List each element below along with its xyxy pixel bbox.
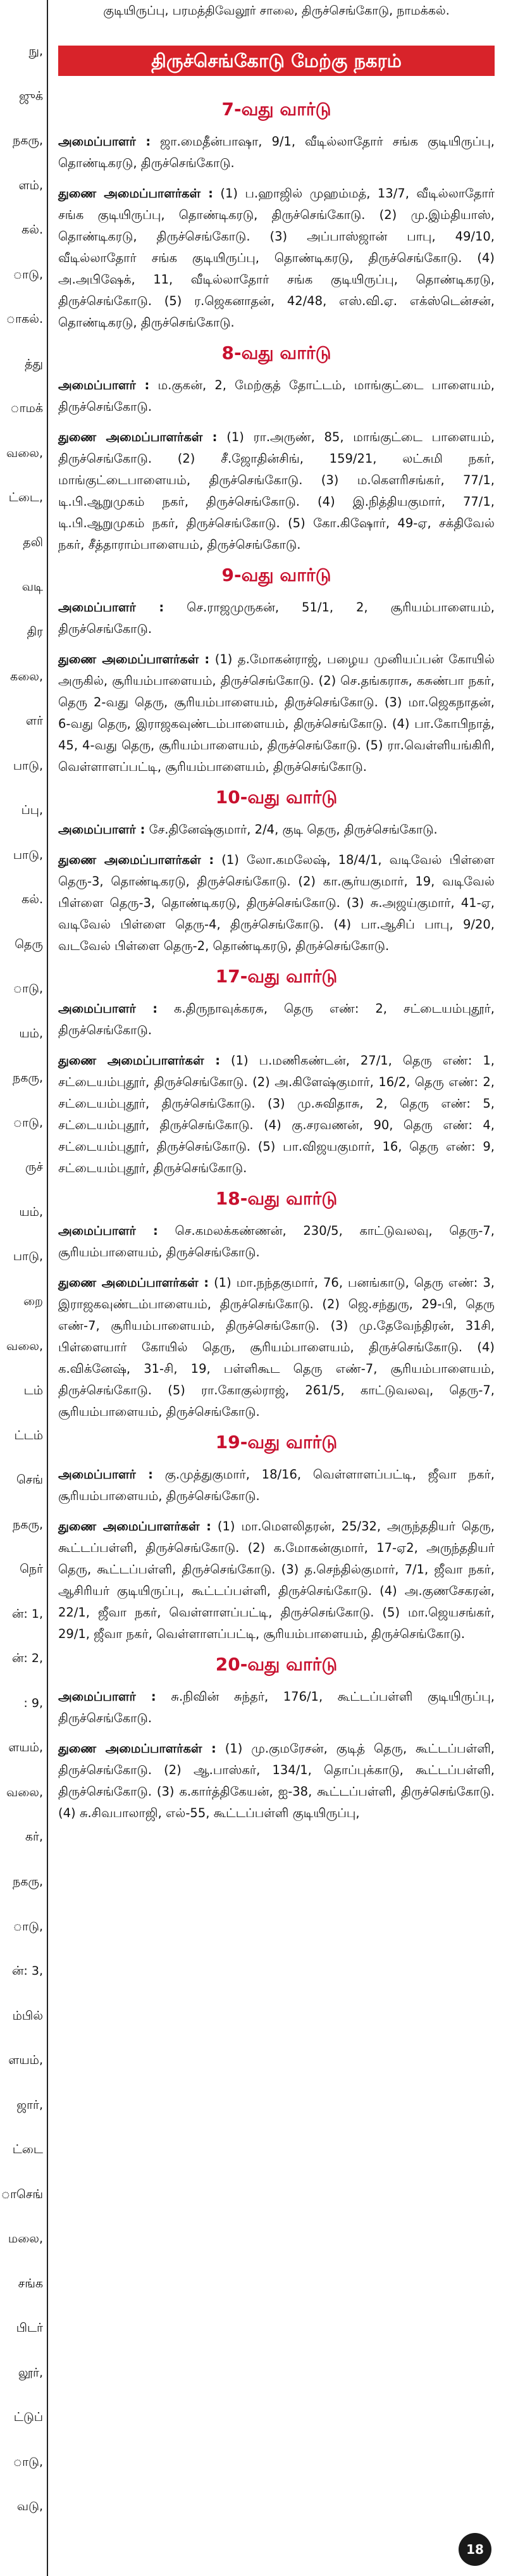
left-column-fragments xyxy=(0,0,48,2576)
left-column-fragment: ாடு, xyxy=(13,1920,43,1934)
left-column-fragment: நகரு, xyxy=(13,134,43,147)
deputies-entry xyxy=(58,1272,495,1423)
deputies-label: துணை அமைப்பாளர்கள் : xyxy=(58,1741,216,1756)
left-column-fragment: செங் xyxy=(16,1473,43,1487)
organizer-details: சு.நிவின் சுந்தர், 176/1, கூட்டப்பள்ளி குடியிருப்பு, திருச்செங்கோடு. xyxy=(58,1689,495,1725)
left-column-fragment: சங்க xyxy=(18,2277,43,2291)
organizer-label: அமைப்பாளர் : xyxy=(58,378,150,392)
deputies-entry xyxy=(58,1738,495,1824)
left-column-fragment: பாடு, xyxy=(13,1249,43,1263)
organizer-details: சே.தினேஷ்குமார், 2/4, குடி தெரு, திருச்செங்கோடு. xyxy=(149,822,438,837)
ward-title: 19-வது வார்டு xyxy=(215,1432,338,1453)
left-column-fragment: பாடு, xyxy=(13,848,43,862)
left-column-fragment: ாடு, xyxy=(13,268,43,282)
top-continuation-line: குடியிருப்பு, பரமத்திவேலூர் சாலை, திருச்செங்கோடு, நாமக்கல். xyxy=(103,4,450,18)
left-column-fragment: வலை, xyxy=(6,1339,43,1353)
deputies-label: துணை அமைப்பாளர்கள் : xyxy=(58,1275,209,1290)
organizer-entry xyxy=(58,998,495,1041)
deputies-details: (1) த.மோகன்ராஜ், பழைய முனியப்பன் கோயில் அருகில், சூரியம்பாளையம், திருச்செங்கோடு. (2) செ.தங்கராசு, கசுண்பா நகர், தெரு 2-வது தெரு, சூரியம்பாளையம், திருச்செங்கோடு. (3) மா.ஜெகநாதன், 6-வது தெரு, இராஜகவுண்டம்பாளையம், திருச்செங்கோடு. (4) பா.கோபிநாத், 45, 4-வது தெரு, சூரியம்பாளையம், திருச்செங்கோடு. (5) ரா.வெள்ளியங்கிரி, வெள்ளாளப்பட்டி, சூரியம்பாளையம், திருச்செங்கோடு. xyxy=(58,652,495,774)
left-column-fragment: யம், xyxy=(19,1205,43,1219)
left-column-fragment: ப்பு, xyxy=(21,803,43,817)
deputies-details: (1) மா.மௌலிதரன், 25/32, அருந்ததியர் தெரு, கூட்டப்பள்ளி, திருச்செங்கோடு. (2) க.மோகன்குமார், 17-ஏ2, அருந்ததியர் தெரு, கூட்டப்பள்ளி, திருச்செங்கோடு. (3) த.செந்தில்குமார், 7/1, ஜீவா நகர், ஆசிரியர் குடியிருப்பு, கூட்டப்பள்ளி, திருச்செங்கோடு. (4) அ.குணசேகரன், 22/1, ஜீவா நகர், வெள்ளாளப்பட்டி, திருச்செங்கோடு. (5) மா.ஜெயசங்கர், 29/1, ஜீவா நகர், வெள்ளாளப்பட்டி, சூரியம்பாளையம், திருச்செங்கோடு. xyxy=(58,1519,495,1641)
organizer-label: அமைப்பாளர் : xyxy=(58,1001,158,1016)
ward-title: 10-வது வார்டு xyxy=(215,787,338,808)
left-column-fragment: ளயம், xyxy=(8,1741,43,1754)
left-column-fragment: வலை, xyxy=(6,1785,43,1799)
left-column-fragment: லூர், xyxy=(18,2366,43,2380)
ward-list xyxy=(58,99,495,1824)
left-column-fragment: : 9, xyxy=(23,1696,43,1710)
deputies-label: துணை அமைப்பாளர்கள் : xyxy=(58,430,218,444)
left-column-fragment: ன்: 1, xyxy=(12,1607,43,1621)
left-column-fragment: ன்: 2, xyxy=(12,1651,43,1665)
ward-section xyxy=(58,99,495,334)
deputies-label: துணை அமைப்பாளர்கள் : xyxy=(58,1519,211,1534)
left-column-fragment: கர், xyxy=(25,1830,43,1844)
ward-title: 20-வது வார்டு xyxy=(215,1654,338,1675)
main-column xyxy=(58,0,495,1833)
ward-title: 17-வது வார்டு xyxy=(215,966,338,987)
deputies-details: (1) லோ.கமலேஷ், 18/4/1, வடிவேல் பிள்ளை தெரு-3, தொண்டிகரடு, திருச்செங்கோடு. (2) கா.சூர்யகுமார், 19, வடிவேல் பிள்ளை தெரு-3, தொண்டிகரடு, திருச்செங்கோடு. (3) சு.அஜய்குமார், 41-ஏ, வடிவேல் பிள்ளை தெரு-4, திருச்செங்கோடு. (4) பா.ஆசிப் பாபு, 9/20, வடவேல் பிள்ளை தெரு-2, தொண்டிகரடு, திருச்செங்கோடு. xyxy=(58,853,495,953)
left-column-fragment: ளயம், xyxy=(8,2053,43,2067)
left-column-fragment: கல். xyxy=(22,892,43,906)
left-column-fragment: ட்டை xyxy=(12,2142,43,2156)
deputies-label: துணை அமைப்பாளர்கள் : xyxy=(58,853,214,867)
left-column-fragment: ாசெங் xyxy=(1,2187,43,2201)
left-column-fragment: ஜுக் xyxy=(19,89,43,103)
deputies-entry xyxy=(58,649,495,778)
left-column-fragment: கலை, xyxy=(10,670,43,684)
deputies-label: துணை அமைப்பாளர்கள் : xyxy=(58,186,213,201)
organizer-details: கு.முத்துகுமார், 18/16, வெள்ளாளப்பட்டி, ஜீவா நகர், சூரியம்பாளையம், திருச்செங்கோடு. xyxy=(58,1467,495,1503)
ward-section xyxy=(58,1432,495,1645)
deputies-label: துணை அமைப்பாளர்கள் : xyxy=(58,1053,220,1068)
left-column-fragment: யம், xyxy=(19,1027,43,1041)
ward-section xyxy=(58,1188,495,1423)
organizer-label: அமைப்பாளர் : xyxy=(58,1223,158,1238)
ward-section xyxy=(58,342,495,556)
organizer-details: ம.குகன், 2, மேற்குத் தோட்டம், மாங்குட்டை பாளையம், திருச்செங்கோடு. xyxy=(58,378,495,414)
organizer-entry xyxy=(58,1464,495,1507)
organizer-label: அமைப்பாளர் : xyxy=(58,600,164,615)
ward-section xyxy=(58,787,495,957)
organizer-entry xyxy=(58,597,495,640)
deputies-entry xyxy=(58,1050,495,1179)
organizer-label: அமைப்பாளர் : xyxy=(58,822,145,837)
left-column-fragment: த்து xyxy=(25,357,43,371)
ward-section xyxy=(58,966,495,1179)
deputies-entry xyxy=(58,849,495,957)
organizer-details: செ.கமலக்கண்ணன், 230/5, காட்டுவலவு, தெரு-7, சூரியம்பாளையம், திருச்செங்கோடு. xyxy=(58,1223,495,1260)
left-column-fragment: நெர் xyxy=(20,1562,43,1576)
left-column-fragment: ாகல். xyxy=(6,312,43,326)
left-column-fragment: திர xyxy=(27,625,43,639)
deputies-details: (1) ப.ஹாஜில் முஹம்மத், 13/7, வீடில்லாதோர் சங்க குடியிருப்பு, தொண்டிகரடு, திருச்செங்கோடு. (2) மு.இம்தியாஸ், தொண்டிகரடு, திருச்செங்கோடு. (3) அப்பாஸ்ஜான் பாபு, 49/10, வீடில்லாதோர் சங்க குடியிருப்பு, தொண்டிகரடு, திருச்செங்கோடு. (4) அ.அபிஷேக், 11, வீடில்லாதோர் சங்க குடியிருப்பு, தொண்டிகரடு, திருச்செங்கோடு. (5) ர.ஜெகனாதன், 42/48, எஸ்.வி.ஏ. எக்ஸ்டென்சன், தொண்டிகரடு, திருச்செங்கோடு. xyxy=(58,186,495,330)
left-column-fragment: ளம், xyxy=(18,178,43,192)
left-column-fragment: றை xyxy=(23,1294,43,1308)
deputies-details: (1) ரா.அருண், 85, மாங்குட்டை பாளையம், திருச்செங்கோடு. (2) சீ.ஜோதின்சிங், 159/21, லட்சுமி நகர், மாங்குட்டைபாளையம், திருச்செங்கோடு. (3) ம.கௌரிசங்கர், 77/1, டி.பி.ஆறுமுகம் நகர், திருச்செங்கோடு. (4) இ.நித்தியகுமார், 77/1, டி.பி.ஆறுமுகம் நகர், திருச்செங்கோடு. (5) கோ.கிஷோர், 49-ஏ, சக்திவேல் நகர், சீத்தாராம்பாளையம், திருச்செங்கோடு. xyxy=(58,430,495,552)
deputies-details: (1) ப.மணிகண்டன், 27/1, தெரு எண்: 1, சட்டையம்புதூர், திருச்செங்கோடு. (2) அ.கிளேஷ்குமார், 16/2, தெரு எண்: 2, சட்டையம்புதூர், திருச்செங்கோடு. (3) மு.சுவிதாசு, 2, தெரு எண்: 5, சட்டையம்புதூர், திருச்செங்கோடு. (4) கு.சரவணன், 90, தெரு எண்: 4, சட்டையம்புதூர், திருச்செங்கோடு. (5) பா.விஜயகுமார், 16, தெரு எண்: 9, சட்டையம்புதூர், திருச்செங்கோடு. xyxy=(58,1053,495,1175)
organizer-details: க.திருநாவுக்கரசு, தெரு எண்: 2, சட்டையம்புதூர், திருச்செங்கோடு. xyxy=(58,1001,495,1037)
ward-section xyxy=(58,1654,495,1824)
ward-title: 18-வது வார்டு xyxy=(215,1188,338,1209)
left-column-fragment: ாமக் xyxy=(10,401,43,415)
left-column-fragment: மலை, xyxy=(8,2232,43,2246)
ward-title: 8-வது வார்டு xyxy=(221,342,331,363)
organizer-entry xyxy=(58,375,495,418)
organizer-entry xyxy=(58,819,495,841)
left-column-fragment: ட்டை, xyxy=(8,491,43,504)
left-column-fragment: ாடு, xyxy=(13,1116,43,1130)
left-column-fragment: நகரு, xyxy=(13,1071,43,1085)
left-column-fragment: நகரு, xyxy=(13,1875,43,1889)
deputies-label: துணை அமைப்பாளர்கள் : xyxy=(58,652,210,666)
left-column-fragment: ாடு, xyxy=(13,982,43,996)
organizer-label: அமைப்பாளர் : xyxy=(58,1467,153,1482)
left-column-fragment: தலி xyxy=(23,535,43,549)
organizer-label: அமைப்பாளர் : xyxy=(58,1689,156,1704)
organizer-details: செ.ராஜமுருகன், 51/1, 2, சூரியம்பாளையம், திருச்செங்கோடு. xyxy=(58,600,495,636)
ward-section xyxy=(58,565,495,778)
organizer-label: அமைப்பாளர் : xyxy=(58,134,151,149)
left-column-fragment: ன்: 3, xyxy=(12,1964,43,1978)
left-column-fragment: ாடு, xyxy=(13,2455,43,2469)
left-column-fragment: ருச் xyxy=(25,1160,43,1174)
left-column-fragment: நகரு, xyxy=(13,1518,43,1532)
organizer-entry xyxy=(58,1220,495,1263)
deputies-details: (1) மு.குமரேசன், குடித் தெரு, கூட்டப்பள்ளி, திருச்செங்கோடு. (2) ஆ.பாஸ்கர், 134/1, தொப்புக்காடு, கூட்டப்பள்ளி, திருச்செங்கோடு. (3) க.கார்த்திகேயன், ஐ-38, கூட்டப்பள்ளி, திருச்செங்கோடு. (4) சு.சிவபாலாஜி, எல்-55, கூட்டப்பள்ளி குடியிருப்பு, xyxy=(58,1741,495,1820)
left-column-fragment: நு, xyxy=(28,44,43,58)
left-column-fragment: ளர் xyxy=(25,714,43,728)
deputies-entry xyxy=(58,183,495,334)
left-column-fragment: ஜார், xyxy=(16,2098,43,2112)
ward-title: 9-வது வார்டு xyxy=(221,565,331,585)
deputies-details: (1) மா.நந்தகுமார், 76, பனங்காடு, தெரு எண்: 3, இராஜகவுண்டம்பாளையம், திருச்செங்கோடு. (2) ஜெ.சந்துரு, 29-பி, தெரு எண்-7, சூரியம்பாளையம், திருச்செங்கோடு. (3) மு.தேவேந்திரன், 31சி, பிள்ளையார் கோயில் தெரு, சூரியம்பாளையம், திருச்செங்கோடு. (4) க.விக்னேஷ், 31-சி, 19, பள்ளிகூட தெரு எண்-7, சூரியம்பாளையம், திருச்செங்கோடு. (5) ரா.கோகுல்ராஜ், 261/5, காட்டுவலவு, தெரு-7, சூரியம்பாளையம், திருச்செங்கோடு. xyxy=(58,1275,495,1419)
left-column-fragment: பிடர் xyxy=(16,2321,43,2335)
left-column-fragment: ட்டுப் xyxy=(13,2410,43,2424)
left-column-fragment: வடி xyxy=(22,580,43,594)
page-number-badge: 18 xyxy=(459,2533,491,2566)
deputies-entry xyxy=(58,427,495,556)
organizer-entry xyxy=(58,1686,495,1729)
left-column-fragment: வலை, xyxy=(6,446,43,460)
left-column-fragment: கல். xyxy=(22,223,43,237)
left-column-fragment: தெரு xyxy=(15,937,43,951)
deputies-entry xyxy=(58,1516,495,1645)
left-column-fragment: பாடு, xyxy=(13,759,43,773)
organizer-details: ஜா.மைதீன்பாஷா, 9/1, வீடில்லாதோர் சங்க குடியிருப்பு, தொண்டிகரடு, திருச்செங்கோடு. xyxy=(58,134,495,170)
left-column-fragment: டம் xyxy=(23,1384,43,1397)
section-title-banner: திருச்செங்கோடு மேற்கு நகரம் xyxy=(58,46,495,76)
organizer-entry xyxy=(58,131,495,174)
left-column-fragment: ட்டம் xyxy=(14,1429,43,1442)
left-column-fragment: வடு, xyxy=(16,2499,43,2513)
ward-title: 7-வது வார்டு xyxy=(221,99,331,120)
left-column-fragment: ம்பில் xyxy=(12,2009,43,2023)
